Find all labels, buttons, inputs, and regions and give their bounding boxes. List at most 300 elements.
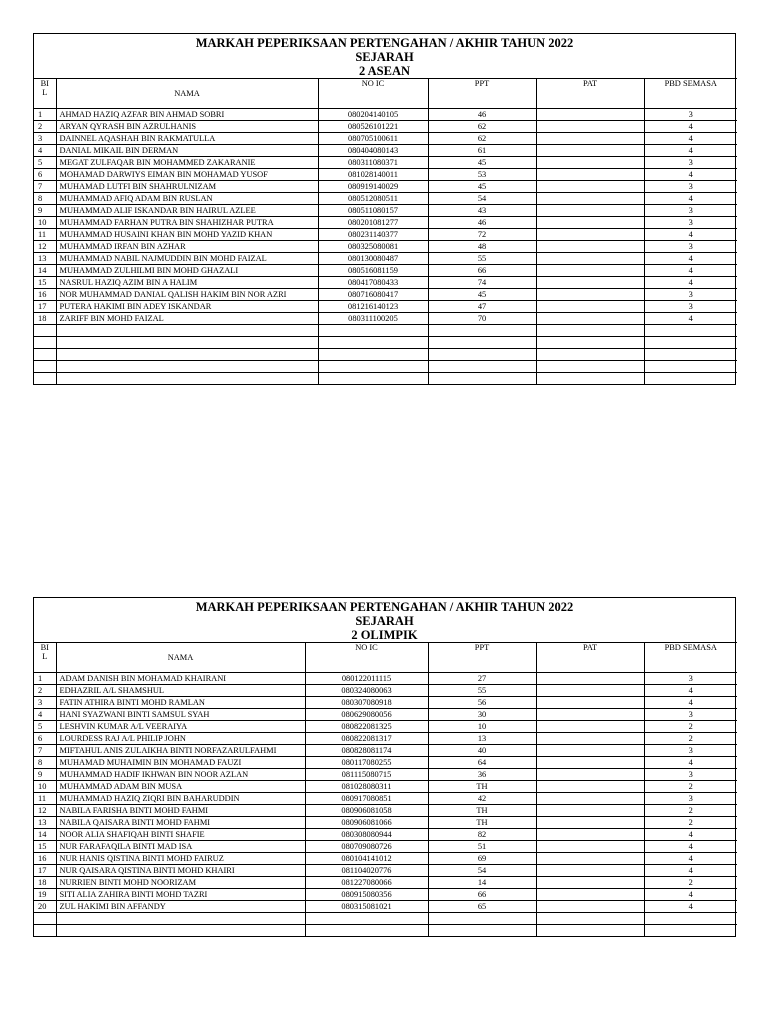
table-row (34, 229, 737, 241)
pat-mark-cell (536, 181, 644, 193)
marks-sheet-2-asean (33, 33, 736, 385)
pbd-level-cell: 4 (644, 193, 737, 205)
table-row (34, 313, 737, 325)
ic-number-cell: 080822081317 (305, 733, 428, 745)
pat-mark-cell (536, 817, 644, 829)
ic-number-cell: 080201081277 (318, 217, 428, 229)
ic-number-cell (305, 925, 428, 937)
row-number-cell: 10 (34, 217, 56, 229)
table-row (34, 721, 737, 733)
student-name-cell: MUHAMMAD FARHAN PUTRA BIN SHAHIZHAR PUTRA (56, 217, 318, 229)
row-number-cell: 4 (34, 145, 56, 157)
pbd-level-cell: 2 (644, 733, 737, 745)
ppt-mark-cell (428, 913, 536, 925)
pat-mark-cell (536, 241, 644, 253)
table-row (34, 181, 737, 193)
pat-mark-cell (536, 673, 644, 685)
pat-mark-cell (536, 697, 644, 709)
sheet-class: 2 ASEAN (358, 64, 411, 78)
student-name-cell: MEGAT ZULFAQAR BIN MOHAMMED ZAKARANIE (56, 157, 318, 169)
row-number-cell: 7 (34, 745, 56, 757)
header-bil: BI L (34, 79, 56, 109)
marks-table (34, 78, 737, 384)
student-name-cell: NUR QAISARA QISTINA BINTI MOHD KHAIRI (56, 865, 305, 877)
student-name-cell: MUHAMAD MUHAIMIN BIN MOHAMAD FAUZI (56, 757, 305, 769)
pbd-level-cell: 2 (644, 805, 737, 817)
table-row (34, 325, 737, 337)
row-number-cell: 19 (34, 889, 56, 901)
table-row (34, 853, 737, 865)
ppt-mark-cell: 13 (428, 733, 536, 745)
table-row (34, 277, 737, 289)
table-row (34, 793, 737, 805)
pat-mark-cell (536, 685, 644, 697)
ppt-mark-cell: 45 (428, 181, 536, 193)
ic-number-cell: 080308080944 (305, 829, 428, 841)
sheet-subject: SEJARAH (355, 50, 414, 64)
pbd-level-cell: 3 (644, 217, 737, 229)
row-number-cell: 13 (34, 817, 56, 829)
table-row (34, 265, 737, 277)
pbd-level-cell: 4 (644, 757, 737, 769)
ic-number-cell: 080315081021 (305, 901, 428, 913)
student-name-cell (56, 925, 305, 937)
ppt-mark-cell: 48 (428, 241, 536, 253)
pat-mark-cell (536, 781, 644, 793)
student-name-cell: MUHAMMAD AFIQ ADAM BIN RUSLAN (56, 193, 318, 205)
pbd-level-cell (644, 373, 737, 385)
pat-mark-cell (536, 169, 644, 181)
student-name-cell: MUHAMMAD ADAM BIN MUSA (56, 781, 305, 793)
table-row (34, 769, 737, 781)
table-row (34, 733, 737, 745)
ppt-mark-cell: 46 (428, 217, 536, 229)
ppt-mark-cell: 45 (428, 157, 536, 169)
ic-number-cell: 080325080081 (318, 241, 428, 253)
pbd-level-cell: 4 (644, 685, 737, 697)
pbd-level-cell: 4 (644, 889, 737, 901)
row-number-cell: 14 (34, 829, 56, 841)
row-number-cell: 8 (34, 757, 56, 769)
row-number-cell: 5 (34, 721, 56, 733)
ppt-mark-cell: 62 (428, 133, 536, 145)
pbd-level-cell (644, 361, 737, 373)
header-pbd-semasa: PBD SEMASA (644, 643, 737, 673)
pat-mark-cell (536, 109, 644, 121)
ic-number-cell: 080906081058 (305, 805, 428, 817)
pat-mark-cell (536, 733, 644, 745)
table-row (34, 817, 737, 829)
student-name-cell: MUHAMMAD ALIF ISKANDAR BIN HAIRUL AZLEE (56, 205, 318, 217)
pbd-level-cell: 3 (644, 241, 737, 253)
row-number-cell: 10 (34, 781, 56, 793)
row-number-cell: 12 (34, 241, 56, 253)
pbd-level-cell (644, 349, 737, 361)
ic-number-cell: 080511080157 (318, 205, 428, 217)
row-number-cell: 12 (34, 805, 56, 817)
table-row (34, 925, 737, 937)
table-row (34, 121, 737, 133)
pat-mark-cell (536, 133, 644, 145)
table-row (34, 373, 737, 385)
table-row (34, 157, 737, 169)
table-row (34, 913, 737, 925)
student-name-cell: MUHAMMAD HUSAINI KHAN BIN MOHD YAZID KHAN (56, 229, 318, 241)
ic-number-cell (318, 325, 428, 337)
ppt-mark-cell: TH (428, 805, 536, 817)
ppt-mark-cell: TH (428, 817, 536, 829)
ppt-mark-cell: 40 (428, 745, 536, 757)
pbd-level-cell: 2 (644, 781, 737, 793)
pat-mark-cell (536, 865, 644, 877)
student-name-cell: NASRUL HAZIQ AZIM BIN A HALIM (56, 277, 318, 289)
pbd-level-cell: 4 (644, 829, 737, 841)
student-name-cell: AHMAD HAZIQ AZFAR BIN AHMAD SOBRI (56, 109, 318, 121)
student-name-cell: LESHVIN KUMAR A/L VEERAIYA (56, 721, 305, 733)
table-row (34, 685, 737, 697)
student-name-cell: ZARIFF BIN MOHD FAIZAL (56, 313, 318, 325)
pbd-level-cell: 3 (644, 745, 737, 757)
table-row (34, 145, 737, 157)
ic-number-cell: 080917080851 (305, 793, 428, 805)
table-row (34, 865, 737, 877)
pbd-level-cell: 4 (644, 313, 737, 325)
pat-mark-cell (536, 877, 644, 889)
ppt-mark-cell (428, 325, 536, 337)
pbd-level-cell: 4 (644, 265, 737, 277)
pbd-level-cell: 4 (644, 169, 737, 181)
student-name-cell: MUHAMMAD HADIF IKHWAN BIN NOOR AZLAN (56, 769, 305, 781)
table-header-row (34, 79, 737, 109)
pat-mark-cell (536, 289, 644, 301)
ppt-mark-cell: 14 (428, 877, 536, 889)
row-number-cell: 1 (34, 109, 56, 121)
student-name-cell (56, 373, 318, 385)
header-pbd-semasa: PBD SEMASA (644, 79, 737, 109)
student-name-cell: NUR HANIS QISTINA BINTI MOHD FAIRUZ (56, 853, 305, 865)
row-number-cell: 1 (34, 673, 56, 685)
student-name-cell: MIFTAHUL ANIS ZULAIKHA BINTI NORFAZARULFAHMI (56, 745, 305, 757)
pbd-level-cell: 4 (644, 841, 737, 853)
student-name-cell (56, 337, 318, 349)
student-name-cell: ADAM DANISH BIN MOHAMAD KHAIRANI (56, 673, 305, 685)
row-number-cell (34, 349, 56, 361)
row-number-cell: 7 (34, 181, 56, 193)
pat-mark-cell (536, 265, 644, 277)
pat-mark-cell (536, 373, 644, 385)
ic-number-cell: 080526101221 (318, 121, 428, 133)
pbd-level-cell: 3 (644, 289, 737, 301)
ic-number-cell: 080307080918 (305, 697, 428, 709)
row-number-cell (34, 361, 56, 373)
ic-number-cell: 080204140105 (318, 109, 428, 121)
table-header-row (34, 643, 737, 673)
ppt-mark-cell: 43 (428, 205, 536, 217)
ic-number-cell: 081115080715 (305, 769, 428, 781)
header-ppt: PPT (428, 79, 536, 109)
student-name-cell: NOR MUHAMMAD DANIAL QALISH HAKIM BIN NOR AZRI (56, 289, 318, 301)
table-row (34, 337, 737, 349)
pbd-level-cell: 3 (644, 205, 737, 217)
student-name-cell (56, 361, 318, 373)
ic-number-cell: 080716080417 (318, 289, 428, 301)
table-row (34, 289, 737, 301)
student-name-cell: SITI ALIA ZAHIRA BINTI MOHD TAZRI (56, 889, 305, 901)
row-number-cell: 15 (34, 841, 56, 853)
pat-mark-cell (536, 349, 644, 361)
ppt-mark-cell (428, 349, 536, 361)
pat-mark-cell (536, 889, 644, 901)
table-row (34, 169, 737, 181)
row-number-cell: 17 (34, 865, 56, 877)
pat-mark-cell (536, 769, 644, 781)
pat-mark-cell (536, 301, 644, 313)
pat-mark-cell (536, 757, 644, 769)
row-number-cell (34, 925, 56, 937)
ppt-mark-cell: 82 (428, 829, 536, 841)
ic-number-cell: 080122011115 (305, 673, 428, 685)
ppt-mark-cell: 30 (428, 709, 536, 721)
student-name-cell: FATIN ATHIRA BINTI MOHD RAMLAN (56, 697, 305, 709)
student-name-cell: MUHAMMAD IRFAN BIN AZHAR (56, 241, 318, 253)
row-number-cell: 17 (34, 301, 56, 313)
student-name-cell (56, 913, 305, 925)
pat-mark-cell (536, 805, 644, 817)
student-name-cell: MUHAMMAD ZULHILMI BIN MOHD GHAZALI (56, 265, 318, 277)
ic-number-cell: 080231140377 (318, 229, 428, 241)
ppt-mark-cell (428, 337, 536, 349)
ppt-mark-cell: 27 (428, 673, 536, 685)
ic-number-cell: 080709080726 (305, 841, 428, 853)
header-ppt: PPT (428, 643, 536, 673)
ppt-mark-cell: 36 (428, 769, 536, 781)
marks-table (34, 642, 737, 936)
pat-mark-cell (536, 913, 644, 925)
ic-number-cell (318, 349, 428, 361)
ic-number-cell: 081227080066 (305, 877, 428, 889)
ic-number-cell: 081028080311 (305, 781, 428, 793)
sheet-title-block (34, 34, 735, 78)
header-pat: PAT (536, 643, 644, 673)
pbd-level-cell: 4 (644, 133, 737, 145)
ic-number-cell: 081104020776 (305, 865, 428, 877)
ic-number-cell: 080417080433 (318, 277, 428, 289)
student-name-cell: HANI SYAZWANI BINTI SAMSUL SYAH (56, 709, 305, 721)
ppt-mark-cell: 54 (428, 193, 536, 205)
ic-number-cell: 081216140123 (318, 301, 428, 313)
pat-mark-cell (536, 925, 644, 937)
sheet-title: MARKAH PEPERIKSAAN PERTENGAHAN / AKHIR TAHUN 2022 (195, 600, 574, 614)
pbd-level-cell: 3 (644, 673, 737, 685)
pat-mark-cell (536, 841, 644, 853)
ppt-mark-cell: 65 (428, 901, 536, 913)
sheet-title-block (34, 598, 735, 642)
header-pat: PAT (536, 79, 644, 109)
student-name-cell: EDHAZRIL A/L SHAMSHUL (56, 685, 305, 697)
row-number-cell (34, 373, 56, 385)
pbd-level-cell: 4 (644, 865, 737, 877)
table-row (34, 193, 737, 205)
ic-number-cell: 080512080511 (318, 193, 428, 205)
row-number-cell: 3 (34, 133, 56, 145)
ic-number-cell: 080311080371 (318, 157, 428, 169)
student-name-cell: MOHAMAD DARWIYS EIMAN BIN MOHAMAD YUSOF (56, 169, 318, 181)
ic-number-cell: 080104141012 (305, 853, 428, 865)
pbd-level-cell: 3 (644, 793, 737, 805)
pat-mark-cell (536, 157, 644, 169)
pbd-level-cell: 2 (644, 877, 737, 889)
row-number-cell: 4 (34, 709, 56, 721)
ppt-mark-cell: 45 (428, 289, 536, 301)
row-number-cell: 18 (34, 313, 56, 325)
table-row (34, 889, 737, 901)
ppt-mark-cell: 70 (428, 313, 536, 325)
pat-mark-cell (536, 205, 644, 217)
ic-number-cell: 080705100611 (318, 133, 428, 145)
table-row (34, 841, 737, 853)
ppt-mark-cell (428, 373, 536, 385)
row-number-cell: 9 (34, 769, 56, 781)
ic-number-cell: 080822081325 (305, 721, 428, 733)
pat-mark-cell (536, 253, 644, 265)
pat-mark-cell (536, 337, 644, 349)
row-number-cell: 14 (34, 265, 56, 277)
pat-mark-cell (536, 721, 644, 733)
pat-mark-cell (536, 709, 644, 721)
pat-mark-cell (536, 121, 644, 133)
pat-mark-cell (536, 193, 644, 205)
pbd-level-cell: 3 (644, 769, 737, 781)
ic-number-cell: 080516081159 (318, 265, 428, 277)
table-row (34, 697, 737, 709)
row-number-cell: 11 (34, 793, 56, 805)
pbd-level-cell: 4 (644, 853, 737, 865)
ppt-mark-cell: 55 (428, 685, 536, 697)
row-number-cell: 15 (34, 277, 56, 289)
pat-mark-cell (536, 277, 644, 289)
student-name-cell: NOOR ALIA SHAFIQAH BINTI SHAFIE (56, 829, 305, 841)
row-number-cell: 2 (34, 121, 56, 133)
ppt-mark-cell: 74 (428, 277, 536, 289)
ic-number-cell: 080915080356 (305, 889, 428, 901)
student-name-cell (56, 325, 318, 337)
table-row (34, 757, 737, 769)
row-number-cell: 3 (34, 697, 56, 709)
pbd-level-cell: 4 (644, 229, 737, 241)
ic-number-cell: 081028140011 (318, 169, 428, 181)
pat-mark-cell (536, 901, 644, 913)
ic-number-cell: 080906081066 (305, 817, 428, 829)
ppt-mark-cell: TH (428, 781, 536, 793)
pat-mark-cell (536, 313, 644, 325)
table-row (34, 361, 737, 373)
row-number-cell: 16 (34, 853, 56, 865)
ic-number-cell (318, 373, 428, 385)
table-row (34, 901, 737, 913)
ppt-mark-cell: 53 (428, 169, 536, 181)
pbd-level-cell: 4 (644, 277, 737, 289)
ppt-mark-cell: 66 (428, 889, 536, 901)
ic-number-cell (318, 361, 428, 373)
row-number-cell: 18 (34, 877, 56, 889)
pbd-level-cell (644, 913, 737, 925)
table-row (34, 241, 737, 253)
pbd-level-cell: 3 (644, 109, 737, 121)
ppt-mark-cell: 72 (428, 229, 536, 241)
row-number-cell: 16 (34, 289, 56, 301)
student-name-cell (56, 349, 318, 361)
student-name-cell: NURRIEN BINTI MOHD NOORIZAM (56, 877, 305, 889)
ppt-mark-cell: 10 (428, 721, 536, 733)
student-name-cell: LOURDESS RAJ A/L PHILIP JOHN (56, 733, 305, 745)
pat-mark-cell (536, 829, 644, 841)
ic-number-cell: 080130080487 (318, 253, 428, 265)
ic-number-cell: 080919140029 (318, 181, 428, 193)
table-row (34, 745, 737, 757)
ppt-mark-cell: 66 (428, 265, 536, 277)
student-name-cell: DANIAL MIKAIL BIN DERMAN (56, 145, 318, 157)
ppt-mark-cell: 51 (428, 841, 536, 853)
ppt-mark-cell: 42 (428, 793, 536, 805)
row-number-cell: 9 (34, 205, 56, 217)
ppt-mark-cell: 47 (428, 301, 536, 313)
pbd-level-cell: 2 (644, 817, 737, 829)
row-number-cell: 6 (34, 733, 56, 745)
student-name-cell: MUHAMAD LUTFI BIN SHAHRULNIZAM (56, 181, 318, 193)
header-nama: NAMA (56, 643, 305, 673)
row-number-cell: 8 (34, 193, 56, 205)
row-number-cell (34, 913, 56, 925)
pat-mark-cell (536, 361, 644, 373)
table-row (34, 133, 737, 145)
pbd-level-cell: 2 (644, 721, 737, 733)
row-number-cell: 6 (34, 169, 56, 181)
row-number-cell (34, 325, 56, 337)
ic-number-cell: 080404080143 (318, 145, 428, 157)
table-row (34, 349, 737, 361)
row-number-cell: 2 (34, 685, 56, 697)
ppt-mark-cell: 69 (428, 853, 536, 865)
pat-mark-cell (536, 793, 644, 805)
marks-sheet-2-olimpik (33, 597, 736, 937)
table-row (34, 205, 737, 217)
student-name-cell: MUHAMMAD NABIL NAJMUDDIN BIN MOHD FAIZAL (56, 253, 318, 265)
ppt-mark-cell (428, 925, 536, 937)
ic-number-cell: 080828081174 (305, 745, 428, 757)
pat-mark-cell (536, 853, 644, 865)
table-row (34, 217, 737, 229)
pbd-level-cell: 4 (644, 253, 737, 265)
pbd-level-cell (644, 325, 737, 337)
table-row (34, 709, 737, 721)
sheet-title: MARKAH PEPERIKSAAN PERTENGAHAN / AKHIR TAHUN 2022 (195, 36, 574, 50)
pbd-level-cell: 4 (644, 697, 737, 709)
header-nama: NAMA (56, 79, 318, 109)
header-noic: NO IC (305, 643, 428, 673)
table-row (34, 829, 737, 841)
ppt-mark-cell: 54 (428, 865, 536, 877)
row-number-cell: 20 (34, 901, 56, 913)
ic-number-cell: 080629080056 (305, 709, 428, 721)
pbd-level-cell: 3 (644, 709, 737, 721)
student-name-cell: PUTERA HAKIMI BIN ADEY ISKANDAR (56, 301, 318, 313)
table-row (34, 253, 737, 265)
ic-number-cell: 080324080063 (305, 685, 428, 697)
pbd-level-cell: 3 (644, 301, 737, 313)
header-noic: NO IC (318, 79, 428, 109)
header-bil: BI L (34, 643, 56, 673)
ppt-mark-cell: 55 (428, 253, 536, 265)
